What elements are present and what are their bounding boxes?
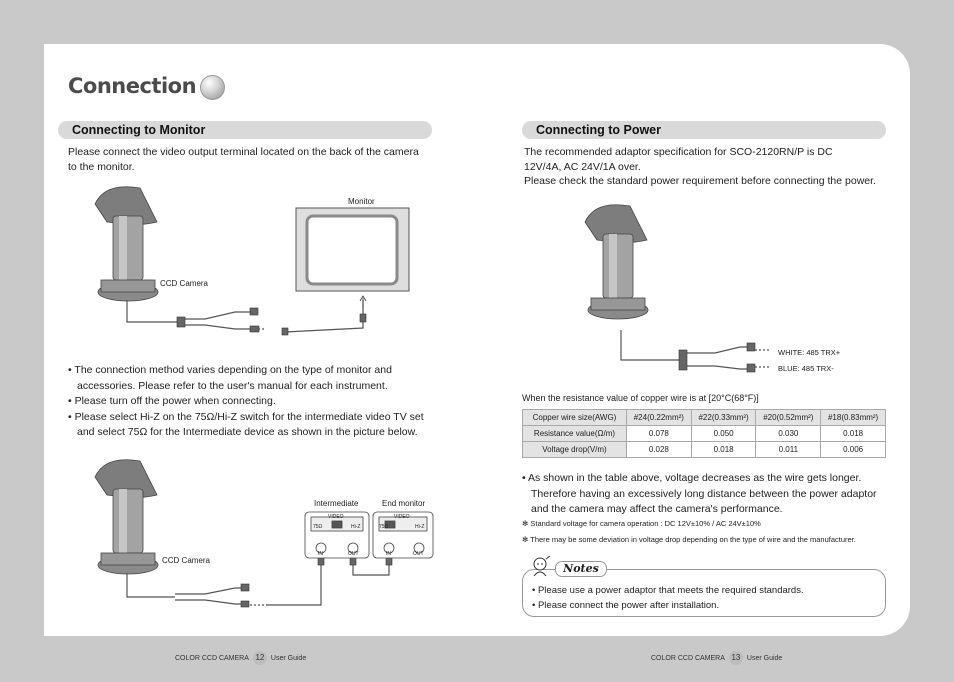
intermediate-panel-title: VIDEO [328,514,344,520]
ccd-camera-3-icon [585,205,648,319]
table-cell: 0.006 [821,442,886,458]
camera-cable-2 [127,565,389,605]
footer-right-page-number: 13 [729,651,743,665]
table-cell: Copper wire size(AWG) [523,410,627,426]
notes-label: Notes [555,561,607,577]
table-cell: #20(0.52mm²) [756,410,821,426]
end-monitor-panel-title: VIDEO [394,514,410,520]
notes-item-2: • Please connect the power after installation. [532,598,877,613]
notes-list [532,583,877,613]
table-cell: 0.018 [691,442,756,458]
white-wire-label: WHITE: 485 TRX+ [778,348,841,357]
footer-right-product: COLOR CCD CAMERA [651,654,725,662]
monitor-intro-text: Please connect the video output terminal located on the back of the camera to the monitor. [68,146,419,173]
intermediate-jack-out-label: OUT [348,551,359,557]
page-title: Connection [68,74,197,98]
footer-left-product: COLOR CCD CAMERA [175,654,249,662]
power-bullet-item: • As shown in the table above, voltage decreases as the wire gets longer. Therefore having an excessively long distance between the power adaptor and the camera may affect the camera's performance. [522,471,886,518]
power-bullet-list [522,471,886,518]
table-cell: 0.028 [626,442,691,458]
camera-cable-1 [127,300,363,332]
end-monitor-switch-75-label: 75Ω [379,524,389,530]
intermediate-switch-75-label: 75Ω [313,524,323,530]
intermediate-connection-diagram [85,455,435,615]
cable-connectors-2 [241,557,392,607]
cable-connectors-1 [177,308,366,335]
table-cell: Voltage drop(V/m) [523,442,627,458]
table-cell: Resistance value(Ω/m) [523,426,627,442]
section-title-power: Connecting to Power [522,121,886,139]
monitor-label: Monitor [348,197,375,206]
end-monitor-switch-hiz-label: Hi-Z [415,524,425,530]
notes-person-icon [530,556,552,580]
footer-left-page-number: 12 [253,651,267,665]
table-row [523,410,886,426]
monitor-icon [296,208,409,291]
footer-right [651,651,782,665]
voltage-note: ✻ Standard voltage for camera operation : DC 12V±10% / AC 24V±10% [522,519,761,528]
deviation-note: ✻ There may be some deviation in voltage drop depending on the type of wire and the manufacturer. [522,535,856,544]
intermediate-switch-hiz-label: Hi-Z [351,524,361,530]
bullet-item-1: • The connection method varies depending on the type of monitor and accessories. Please refer to the user's manual for each instrument. [68,363,428,394]
bullet-item-2: • Please turn off the power when connecting. [68,394,428,410]
power-intro-text-2: Please check the standard power requirement before connecting the power. [524,175,876,187]
ccd-camera-label-2: CCD Camera [162,556,211,565]
ccd-camera-2-icon [95,460,158,574]
table-row [523,442,886,458]
copper-wire-table [522,409,886,458]
table-cell: 0.018 [821,426,886,442]
intermediate-label: Intermediate [314,499,359,508]
table-caption: When the resistance value of copper wire is at [20°C(68°F)] [522,393,759,403]
footer-left-guide: User Guide [270,654,307,662]
table-cell: 0.050 [691,426,756,442]
intermediate-jack-in-label: IN [318,551,323,557]
ccd-camera-1-icon [95,187,158,301]
monitor-bullet-list [68,363,428,441]
power-intro-text-1: The recommended adaptor specification for SCO-2120RN/P is DC 12V/4A, AC 24V/1A over. [524,146,833,173]
table-cell: 0.078 [626,426,691,442]
bullet-item-3: • Please select Hi-Z on the 75Ω/Hi-Z switch for the intermediate video TV set and select 75Ω for the Intermediate device as shown in the picture below. [68,410,428,441]
monitor-input-arrow-icon [360,296,366,308]
end-monitor-jack-in-label: IN [386,551,391,557]
section-title-monitor: Connecting to Monitor [58,121,432,139]
table-cell: #24(0.22mm²) [626,410,691,426]
footer-right-guide: User Guide [746,654,783,662]
monitor-connection-diagram [85,182,415,342]
notes-item-1: • Please use a power adaptor that meets the required standards. [532,583,877,598]
end-monitor-jack-out-label: OUT [413,551,424,557]
title-orb-icon [200,75,225,100]
table-row [523,426,886,442]
end-monitor-label: End monitor [382,499,426,508]
blue-wire-label: BLUE: 485 TRX- [778,364,834,373]
table-cell: 0.011 [756,442,821,458]
table-cell: #22(0.33mm²) [691,410,756,426]
ccd-camera-label-1: CCD Camera [160,279,209,288]
table-cell: 0.030 [756,426,821,442]
table-cell: #18(0.83mm²) [821,410,886,426]
footer-left [175,651,306,665]
